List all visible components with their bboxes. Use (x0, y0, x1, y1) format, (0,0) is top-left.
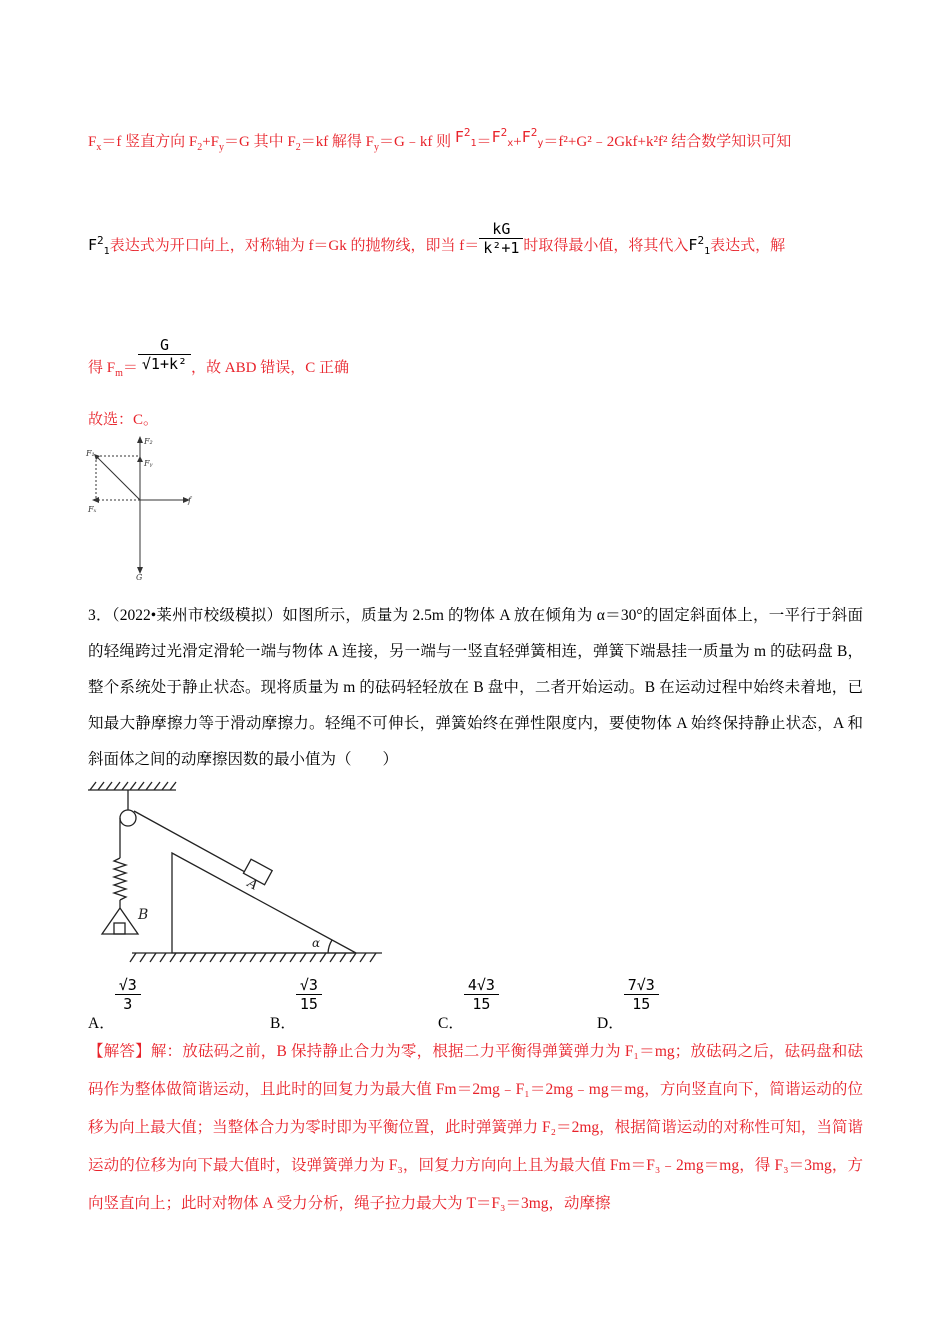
eq-f1-sub: 1 (470, 138, 477, 149)
eq-fy-sub: y (537, 138, 544, 149)
solution-line-2 (88, 220, 786, 265)
option-d-letter: D． (597, 1015, 624, 1033)
answer-text: 解：放砝码之前，B 保持静止合力为零，根据二力平衡得弹簧弹力为 F₁＝mg；放砝码之后，砝码盘和砝码作为整体做简谐运动，且此时的回复力为最大值 Fm＝2mg﹣F₁＝2mg﹣mg＝mg，方向竖直向下，简谐运动的位移为向上最大值；当整体合力为零时即为平衡位置，此时弹簧弹力 F₂＝2mg，根据简谐运动的对称性可知，当简谐运动的位移为向下最大值时，设弹簧弹力为 F₃，回复力方向向上且为最大值 Fm＝F₃﹣2mg＝mg，得 F₃＝3mg，方向竖直向上；此时对物体 A 受力分析，绳子拉力最大为 T＝F₃＝3mg，动摩擦 (88, 1043, 863, 1212)
option-c-den: 15 (472, 995, 491, 1013)
option-d-frac (624, 976, 659, 1013)
option-a[interactable] (88, 976, 141, 1033)
eq-f1-sq (454, 126, 477, 149)
text-fx: F (88, 134, 97, 150)
option-c-letter: C． (438, 1015, 464, 1033)
question-source: （2022•莱州市校级模拟） (111, 607, 283, 624)
eq-fx: F (491, 128, 501, 146)
sq-a: 2 (97, 233, 104, 247)
f1-a: F (88, 235, 98, 254)
option-c[interactable] (438, 976, 499, 1033)
frac-g-den-text: 1+k² (150, 355, 188, 373)
sub-y: y (219, 142, 224, 153)
ground-hatch (130, 953, 376, 962)
ceiling-hatch (90, 782, 176, 790)
f1-arrow (96, 456, 140, 500)
option-b[interactable] (270, 976, 322, 1033)
question-number: 3． (88, 607, 112, 624)
conclusion: 故选：C。 (88, 412, 159, 428)
eq-fy: F (521, 128, 531, 146)
eq-f1: F (454, 128, 464, 146)
weight (114, 923, 125, 934)
option-a-den: 3 (123, 995, 133, 1013)
text-eq: ＝ (122, 359, 138, 376)
spring (114, 858, 126, 900)
solution-line-3 (88, 336, 349, 387)
text-expr: 表达式，解 (710, 237, 786, 254)
f2-arrowhead (137, 436, 143, 443)
option-c-num: 4√3 (464, 976, 499, 995)
incline-figure (86, 778, 386, 978)
label-a: A (244, 875, 261, 894)
text-parabola: 表达式为开口向上，对称轴为 f＝Gk 的抛物线，即当 f＝ (109, 237, 480, 254)
eq-equal: ＝ (476, 134, 492, 150)
sub-x: x (96, 142, 102, 153)
f1-b: F (688, 235, 698, 254)
frac-g-den: √1+k² (141, 355, 188, 373)
eq-fx-sq (491, 126, 514, 149)
f1-sq-b (688, 233, 711, 257)
text-result: ，故 ABD 错误，C 正确 (191, 359, 349, 376)
solution-line-1 (88, 126, 792, 153)
eq-plus: + (513, 134, 522, 150)
sub-y2: y (374, 142, 380, 153)
sub-m: m (115, 367, 123, 379)
option-c-frac (464, 976, 499, 1013)
text-min: 时取得最小值，将其代入 (523, 237, 689, 254)
text-plus-fy: +F (202, 134, 219, 150)
force-diagram (86, 432, 196, 582)
option-b-letter: B． (270, 1015, 296, 1033)
eq-fx-sub: x (507, 138, 514, 149)
label-fx: Fₓ (88, 505, 97, 514)
option-b-den: 15 (299, 995, 318, 1013)
frac-den: k²+1 (483, 239, 520, 257)
answer-label: 【解答】 (88, 1043, 151, 1060)
text-then: ＝G﹣kf 则 (379, 134, 452, 150)
pulley (120, 810, 136, 826)
text-get: 得 F (88, 359, 116, 376)
text-vertical: ＝f 竖直方向 F (101, 134, 198, 150)
label-f: f (188, 496, 191, 505)
question-3 (88, 598, 863, 778)
option-d[interactable] (597, 976, 659, 1033)
label-f1: F₁ (86, 449, 95, 458)
f1-sub-b: 1 (704, 245, 711, 257)
fraction-g (138, 336, 191, 373)
label-alpha: α (312, 936, 321, 950)
pan-b (102, 908, 138, 934)
fy-arrowhead (137, 456, 143, 462)
option-b-frac (296, 976, 322, 1013)
sub-2: 2 (197, 142, 203, 153)
option-a-frac (115, 976, 141, 1013)
text-conclude: ＝f²+G²﹣2Gkf+k²f² 结合数学知识可知 (543, 134, 792, 150)
label-g: G (136, 573, 143, 582)
answer-block (88, 1033, 863, 1223)
eq-sq2: 2 (500, 126, 508, 139)
eq-fy-sq (521, 126, 544, 149)
rope-incline (134, 811, 256, 878)
f1-sub-a: 1 (103, 245, 110, 257)
text-solve: ＝kf 解得 F (300, 134, 375, 150)
label-fy: Fᵧ (144, 459, 153, 468)
f1-sq-a (88, 233, 110, 257)
question-text: 如图所示，质量为 2.5m 的物体 A 放在倾角为 α＝30°的固定斜面体上，一平行于斜面的轻绳跨过光滑定滑轮一端与物体 A 连接，另一端与一竖直轻弹簧相连，弹簧下端悬挂一质量为 m 的砝码盘 B，整个系统处于静止状态。现将质量为 m 的砝码轻轻放在 B 盘中，二者开始运动。B 在运动过程中始终未着地，已知最大静摩擦力等于滑动摩擦力。轻绳不可伸长，弹簧始终在弹性限度内，要使物体 A 始终保持静止状态，A 和斜面体之间的动摩擦因数的最小值为（ ） (88, 607, 863, 768)
option-b-num: √3 (296, 976, 322, 995)
angle-arc (328, 940, 332, 953)
option-a-num: √3 (115, 976, 141, 995)
sq-b: 2 (697, 233, 705, 247)
frac-g-num: G (138, 336, 191, 355)
label-f2: F₂ (144, 437, 153, 446)
fraction-kg (479, 220, 523, 257)
option-d-den: 15 (632, 995, 651, 1013)
eq-sq3: 2 (530, 126, 538, 139)
label-b: B (138, 907, 149, 923)
sub-2b: 2 (295, 142, 301, 153)
frac-num: kG (479, 220, 523, 239)
option-d-num: 7√3 (624, 976, 659, 995)
option-a-letter: A． (88, 1015, 115, 1033)
eq-sq1: 2 (463, 126, 471, 139)
text-where: ＝G 其中 F (224, 134, 296, 150)
